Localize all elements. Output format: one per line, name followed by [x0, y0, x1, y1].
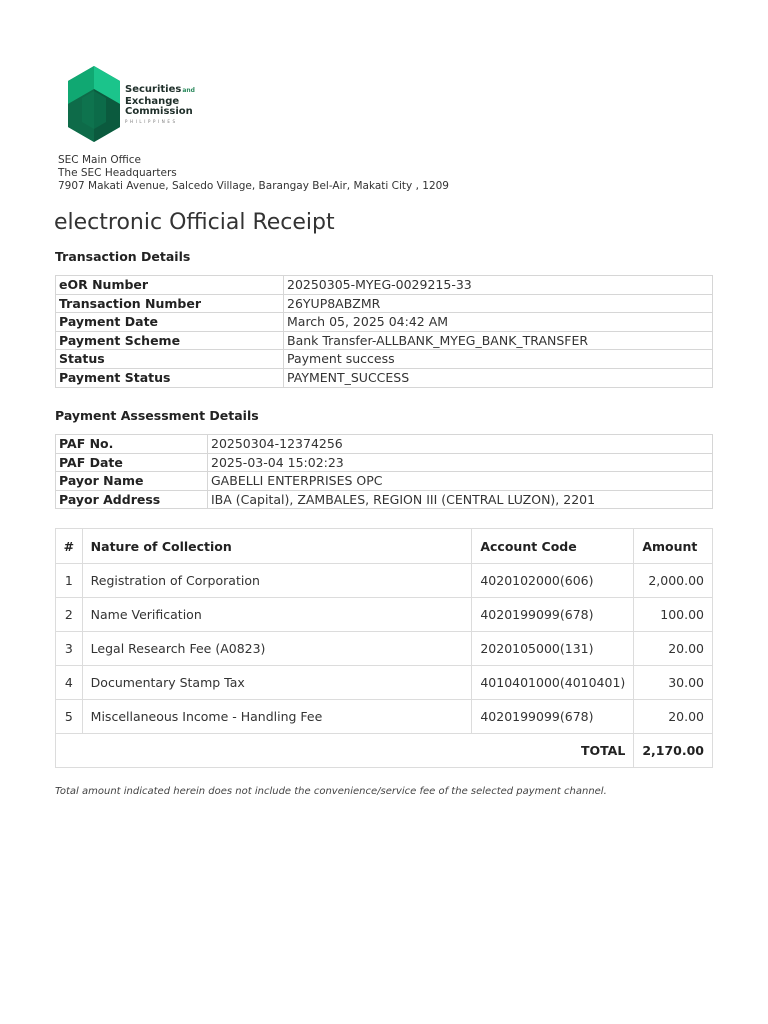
collection-header-row	[56, 529, 713, 564]
assessment-detail-row	[56, 490, 713, 509]
col-header-amount: Amount	[634, 529, 713, 564]
transaction-detail-row	[56, 331, 713, 350]
row-nature: Documentary Stamp Tax	[82, 666, 472, 700]
collection-row	[56, 700, 713, 734]
logo-line-securities: Securitiesand	[125, 84, 195, 95]
row-account-code: 4010401000(4010401)	[472, 666, 634, 700]
assessment-details-heading: Payment Assessment Details	[55, 408, 259, 423]
transaction-detail-value: 26YUP8ABZMR	[284, 294, 713, 313]
row-number: 3	[56, 632, 83, 666]
transaction-detail-row	[56, 294, 713, 313]
row-account-code: 4020199099(678)	[472, 700, 634, 734]
assessment-detail-value: IBA (Capital), ZAMBALES, REGION III (CENTRAL LUZON), 2201	[208, 490, 713, 509]
row-amount: 100.00	[634, 598, 713, 632]
transaction-detail-label: Payment Scheme	[56, 331, 284, 350]
transaction-detail-value: Payment success	[284, 350, 713, 369]
transaction-detail-value: 20250305-MYEG-0029215-33	[284, 276, 713, 295]
row-number: 2	[56, 598, 83, 632]
logo-line-and: and	[182, 87, 195, 94]
transaction-detail-row	[56, 313, 713, 332]
sec-logo-wordmark	[125, 85, 195, 125]
office-building: The SEC Headquarters	[58, 167, 177, 179]
transaction-detail-value: March 05, 2025 04:42 AM	[284, 313, 713, 332]
collection-row	[56, 564, 713, 598]
fee-disclaimer-note: Total amount indicated herein does not include the convenience/service fee of the selected payment channel.	[55, 786, 607, 797]
total-amount: 2,170.00	[634, 734, 713, 768]
transaction-detail-label: Transaction Number	[56, 294, 284, 313]
transaction-detail-row	[56, 368, 713, 387]
row-nature: Registration of Corporation	[82, 564, 472, 598]
assessment-detail-label: PAF No.	[56, 435, 208, 454]
transaction-detail-label: Payment Status	[56, 368, 284, 387]
row-number: 4	[56, 666, 83, 700]
row-account-code: 4020102000(606)	[472, 564, 634, 598]
transaction-detail-value: PAYMENT_SUCCESS	[284, 368, 713, 387]
row-nature: Name Verification	[82, 598, 472, 632]
row-number: 5	[56, 700, 83, 734]
assessment-details-table	[55, 434, 713, 509]
assessment-detail-label: Payor Address	[56, 490, 208, 509]
assessment-detail-value: GABELLI ENTERPRISES OPC	[208, 472, 713, 491]
collection-table	[55, 528, 713, 768]
sec-logo-emblem-icon	[66, 64, 122, 144]
row-account-code: 2020105000(131)	[472, 632, 634, 666]
transaction-detail-row	[56, 350, 713, 369]
transaction-detail-value: Bank Transfer-ALLBANK_MYEG_BANK_TRANSFER	[284, 331, 713, 350]
page-title: electronic Official Receipt	[54, 210, 335, 235]
office-name: SEC Main Office	[58, 154, 142, 166]
assessment-detail-value: 20250304-12374256	[208, 435, 713, 454]
collection-row	[56, 598, 713, 632]
row-amount: 20.00	[634, 700, 713, 734]
transaction-details-heading: Transaction Details	[55, 249, 191, 264]
transaction-details-table	[55, 275, 713, 388]
assessment-detail-label: Payor Name	[56, 472, 208, 491]
logo-line-commission: Commission	[125, 106, 193, 117]
logo-line-philippines: PHILIPPINES	[125, 118, 178, 124]
row-amount: 20.00	[634, 632, 713, 666]
assessment-detail-label: PAF Date	[56, 453, 208, 472]
row-nature: Legal Research Fee (A0823)	[82, 632, 472, 666]
collection-row	[56, 632, 713, 666]
assessment-detail-row	[56, 435, 713, 454]
office-address	[58, 154, 449, 193]
transaction-detail-label: eOR Number	[56, 276, 284, 295]
assessment-detail-row	[56, 453, 713, 472]
row-amount: 2,000.00	[634, 564, 713, 598]
total-label: TOTAL	[56, 734, 634, 768]
row-amount: 30.00	[634, 666, 713, 700]
assessment-detail-value: 2025-03-04 15:02:23	[208, 453, 713, 472]
transaction-detail-label: Status	[56, 350, 284, 369]
total-row	[56, 734, 713, 768]
logo-line-exchange: Exchange	[125, 95, 180, 107]
row-account-code: 4020199099(678)	[472, 598, 634, 632]
collection-row	[56, 666, 713, 700]
col-header-nature: Nature of Collection	[82, 529, 472, 564]
assessment-detail-row	[56, 472, 713, 491]
col-header-number: #	[56, 529, 83, 564]
transaction-detail-row	[56, 276, 713, 295]
office-street: 7907 Makati Avenue, Salcedo Village, Barangay Bel-Air, Makati City , 1209	[58, 180, 449, 192]
col-header-account-code: Account Code	[472, 529, 634, 564]
transaction-detail-label: Payment Date	[56, 313, 284, 332]
row-number: 1	[56, 564, 83, 598]
row-nature: Miscellaneous Income - Handling Fee	[82, 700, 472, 734]
